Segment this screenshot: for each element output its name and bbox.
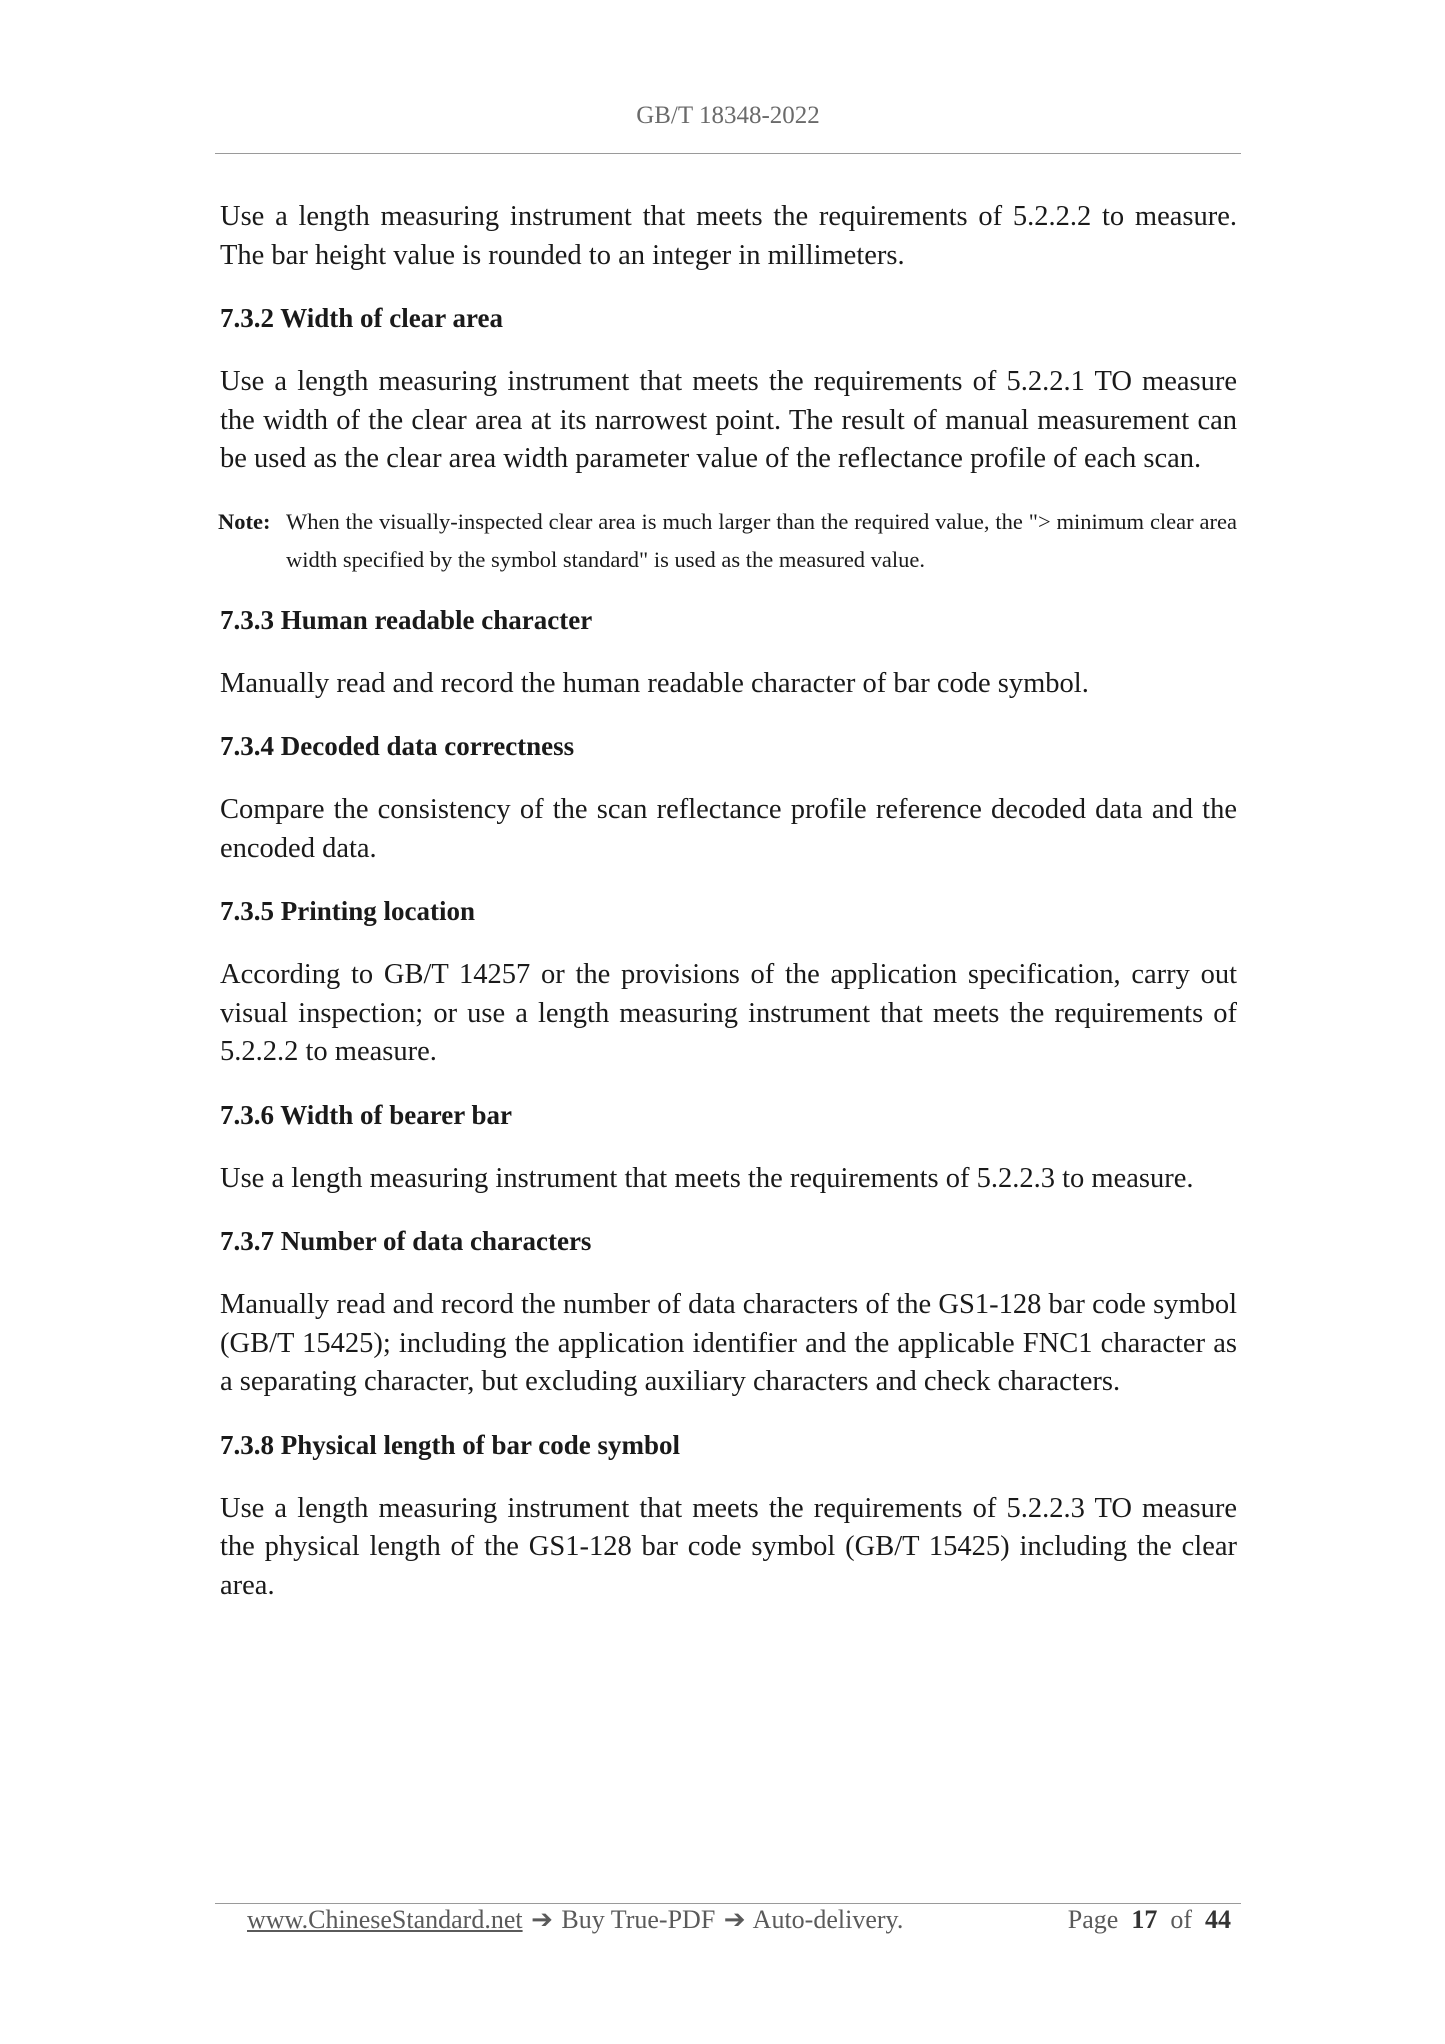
page-of: of (1170, 1905, 1192, 1934)
page-content (220, 198, 1237, 1631)
buy-pdf-text: Buy True-PDF (561, 1905, 716, 1934)
page-footer (215, 1905, 1241, 1945)
body-paragraph: Use a length measuring instrument that meets the requirements of 5.2.2.2 to measure. The bar height value is rounded to an integer in millimeters. (220, 201, 1237, 271)
website-link[interactable]: www.ChineseStandard.net (247, 1905, 523, 1934)
body-paragraph: Manually read and record the human readable character of bar code symbol. (220, 667, 1089, 699)
page-current: 17 (1131, 1905, 1158, 1934)
right-arrow-icon: ➔ (531, 1905, 553, 1934)
body-paragraph: Use a length measuring instrument that meets the requirements of 5.2.2.3 to measure. (220, 1162, 1194, 1194)
body-paragraph: According to GB/T 14257 or the provisions of the application specification, carry out visual inspection; or use a length measuring instrument that meets the requirements of 5.2.2.2 to measure. (220, 959, 1237, 1067)
section-heading: 7.3.7 Number of data characters (220, 1226, 592, 1256)
header-divider (215, 153, 1241, 154)
section-heading: 7.3.8 Physical length of bar code symbol (220, 1429, 681, 1460)
body-paragraph: Manually read and record the number of data characters of the GS1-128 bar code symbol (GB/T 15425); including the application identifier and the applicable FNC1 character as a separating character, but excluding auxiliary characters and check characters. (220, 1289, 1237, 1397)
page-label: Page (1067, 1905, 1119, 1934)
footer-divider (215, 1903, 1241, 1904)
note-text: When the visually-inspected clear area is much larger than the required value, the "> minimum clear area width specified by the symbol standard" is used as the measured value. (286, 508, 1237, 572)
footer-promo (247, 1905, 903, 1935)
note-block (218, 503, 1237, 579)
note-label: Note: (218, 508, 271, 534)
section-heading: 7.3.6 Width of bearer bar (220, 1099, 513, 1130)
body-paragraph: Use a length measuring instrument that meets the requirements of 5.2.2.3 TO measure the physical length of the GS1-128 bar code symbol (GB/T 15425) including the clear area. (220, 1492, 1237, 1601)
auto-delivery-text: Auto-delivery. (752, 1905, 904, 1934)
page-total: 44 (1205, 1905, 1231, 1934)
section-heading: 7.3.5 Printing location (220, 896, 475, 926)
page-header: GB/T 18348-2022 (636, 102, 820, 129)
section-heading: 7.3.3 Human readable character (220, 604, 593, 635)
body-paragraph: Compare the consistency of the scan reflectance profile reference decoded data and the encoded data. (220, 794, 1237, 864)
right-arrow-icon: ➔ (723, 1905, 746, 1934)
section-heading: 7.3.2 Width of clear area (220, 303, 503, 333)
body-paragraph: Use a length measuring instrument that meets the requirements of 5.2.2.1 TO measure the width of the clear area at its narrowest point. The result of manual measurement can be used as the clear area width parameter value of the reflectance profile of each scan. (220, 366, 1237, 474)
section-heading: 7.3.4 Decoded data correctness (220, 731, 575, 761)
page-number (1068, 1905, 1231, 1935)
